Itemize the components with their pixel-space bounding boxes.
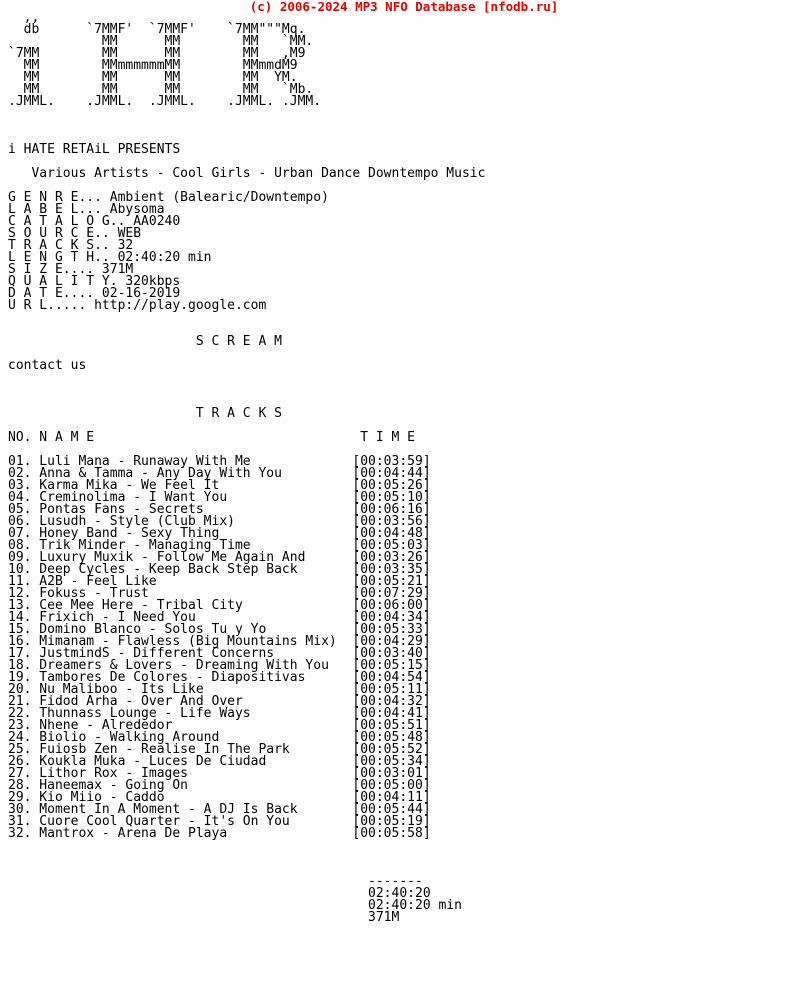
nfo-line: C A T A L O G.. AA0240 (8, 214, 181, 229)
nfo-line: 02:40:20 min (8, 898, 462, 913)
nfo-line: 09. Luxury Muxik - Follow Me Again And [00:03:26] (8, 550, 431, 565)
nfo-line: S O U R C E.. WEB (8, 226, 142, 241)
nfo-line: L E N G T H.. 02:40:20 min (8, 250, 212, 265)
nfo-line: MM MM MM MM `Mb. (8, 82, 314, 97)
nfo-line: .JMML. .JMML. .JMML. .JMML. .JMM. (8, 94, 322, 109)
nfo-line: 06. Lusudh - Style (Club Mix) [00:03:56] (8, 514, 431, 529)
nfo-line: 31. Cuore Cool Quarter - It's On You [00:05:19] (8, 814, 431, 829)
nfo-line: 16. Mimanam - Flawless (Big Mountains Mix) [00:04:29] (8, 634, 431, 649)
nfo-line: 02. Anna & Tamma - Any Day With You [00:04:44] (8, 466, 431, 481)
nfo-line: `7MM MM MM MM ,M9 (8, 46, 306, 61)
nfo-line: 26. Koukla Muka - Luces De Ciudad [00:05:34] (8, 754, 431, 769)
nfo-line: 02:40:20 (8, 886, 431, 901)
nfo-line: i HATE RETAiL PRESENTS (8, 142, 181, 157)
nfo-line: 04. Creminolima - I Want You [00:05:10] (8, 490, 431, 505)
nfo-line: T R A C K S.. 32 (8, 238, 134, 253)
nfo-line: 13. Cee Mee Here - Tribal City [00:06:00] (8, 598, 431, 613)
nfo-line: MM MMmmmmmmMM MMmmdM9 (8, 58, 298, 73)
nfo-line: Q U A L I T Y. 320kbps (8, 274, 181, 289)
nfo-line: db `7MMF' `7MMF' `7MM"""Mq. (8, 22, 306, 37)
nfo-line: 14. Frixich - I Need You [00:04:34] (8, 610, 431, 625)
nfo-line: S C R E A M (8, 334, 282, 349)
nfo-line: 18. Dreamers & Lovers - Dreaming With You [00:05:15] (8, 658, 431, 673)
nfo-line: ,, (8, 10, 40, 25)
nfo-line (8, 120, 485, 132)
nfo-line: 24. Biolio - Walking Around [00:05:48] (8, 730, 431, 745)
nfo-line: 03. Karma Mika - We Feel It [00:05:26] (8, 478, 431, 493)
nfo-line: 11. A2B - Feel Like [00:05:21] (8, 574, 431, 589)
nfo-line: ------- (8, 874, 423, 889)
nfo-text-block (8, 12, 485, 924)
nfo-line (8, 384, 485, 396)
nfo-line: D A T E.... 02-16-2019 (8, 286, 181, 301)
nfo-line: L A B E L... Abysoma (8, 202, 165, 217)
nfo-line: 20. Nu Maliboo - Its Like [00:05:11] (8, 682, 431, 697)
nfo-line (8, 840, 485, 852)
nfo-line: 23. Nhene - Alrededor [00:05:51] (8, 718, 431, 733)
nfo-line: 12. Fokuss - Trust [00:07:29] (8, 586, 431, 601)
nfo-line: 07. Honey Band - Sexy Thing [00:04:48] (8, 526, 431, 541)
nfo-line: 17. JustmindS - Different Concerns [00:03:40] (8, 646, 431, 661)
nfo-line: 08. Trik Minder - Managing Time [00:05:03] (8, 538, 431, 553)
nfo-line: 10. Deep Cycles - Keep Back Step Back [00:03:35] (8, 562, 431, 577)
nfo-line: 22. Thunnass Lounge - Life Ways [00:04:41] (8, 706, 431, 721)
nfo-line (8, 108, 485, 120)
nfo-line: 15. Domino Blanco - Solos Tu y Yo [00:05:33] (8, 622, 431, 637)
nfo-line: Various Artists - Cool Girls - Urban Dance Downtempo Music (8, 166, 486, 181)
nfo-line: 01. Luli Mana - Runaway With Me [00:03:59] (8, 454, 431, 469)
nfo-line: 28. Haneemax - Going On [00:05:00] (8, 778, 431, 793)
nfo-line: G E N R E... Ambient (Balearic/Downtempo) (8, 190, 329, 205)
nfo-line: T R A C K S (8, 406, 282, 421)
nfo-line: 25. Fuiosb Zen - Realise In The Park [00:05:52] (8, 742, 431, 757)
nfo-line: U R L..... http://play.google.com (8, 298, 267, 313)
nfo-line (8, 852, 485, 864)
nfo-line: 19. Tambores De Colores - Diapositivas [00:04:54] (8, 670, 431, 685)
nfo-line: 29. Kio Miio - Caddo [00:04:11] (8, 790, 431, 805)
site-header: (c) 2006-2024 MP3 NFO Database [nfodb.ru] (249, 0, 559, 14)
nfo-line: 27. Lithor Rox - Images [00:03:01] (8, 766, 431, 781)
nfo-line: 371M (8, 910, 400, 925)
nfo-line: NO. N A M E T I M E (8, 430, 415, 445)
nfo-line: 30. Moment In A Moment - A DJ Is Back [00:05:44] (8, 802, 431, 817)
nfo-line: 21. Fidod Arha - Over And Over [00:04:32] (8, 694, 431, 709)
nfo-line: 32. Mantrox - Arena De Playa [00:05:58] (8, 826, 431, 841)
nfo-line (8, 312, 485, 324)
nfo-line: MM MM MM MM YM. (8, 70, 298, 85)
nfo-line: 05. Pontas Fans - Secrets [00:06:16] (8, 502, 431, 517)
nfo-line (8, 372, 485, 384)
nfo-line: S I Z E.... 371M (8, 262, 134, 277)
nfo-line: contact us (8, 358, 87, 373)
nfo-line: MM MM MM `MM. (8, 34, 314, 49)
